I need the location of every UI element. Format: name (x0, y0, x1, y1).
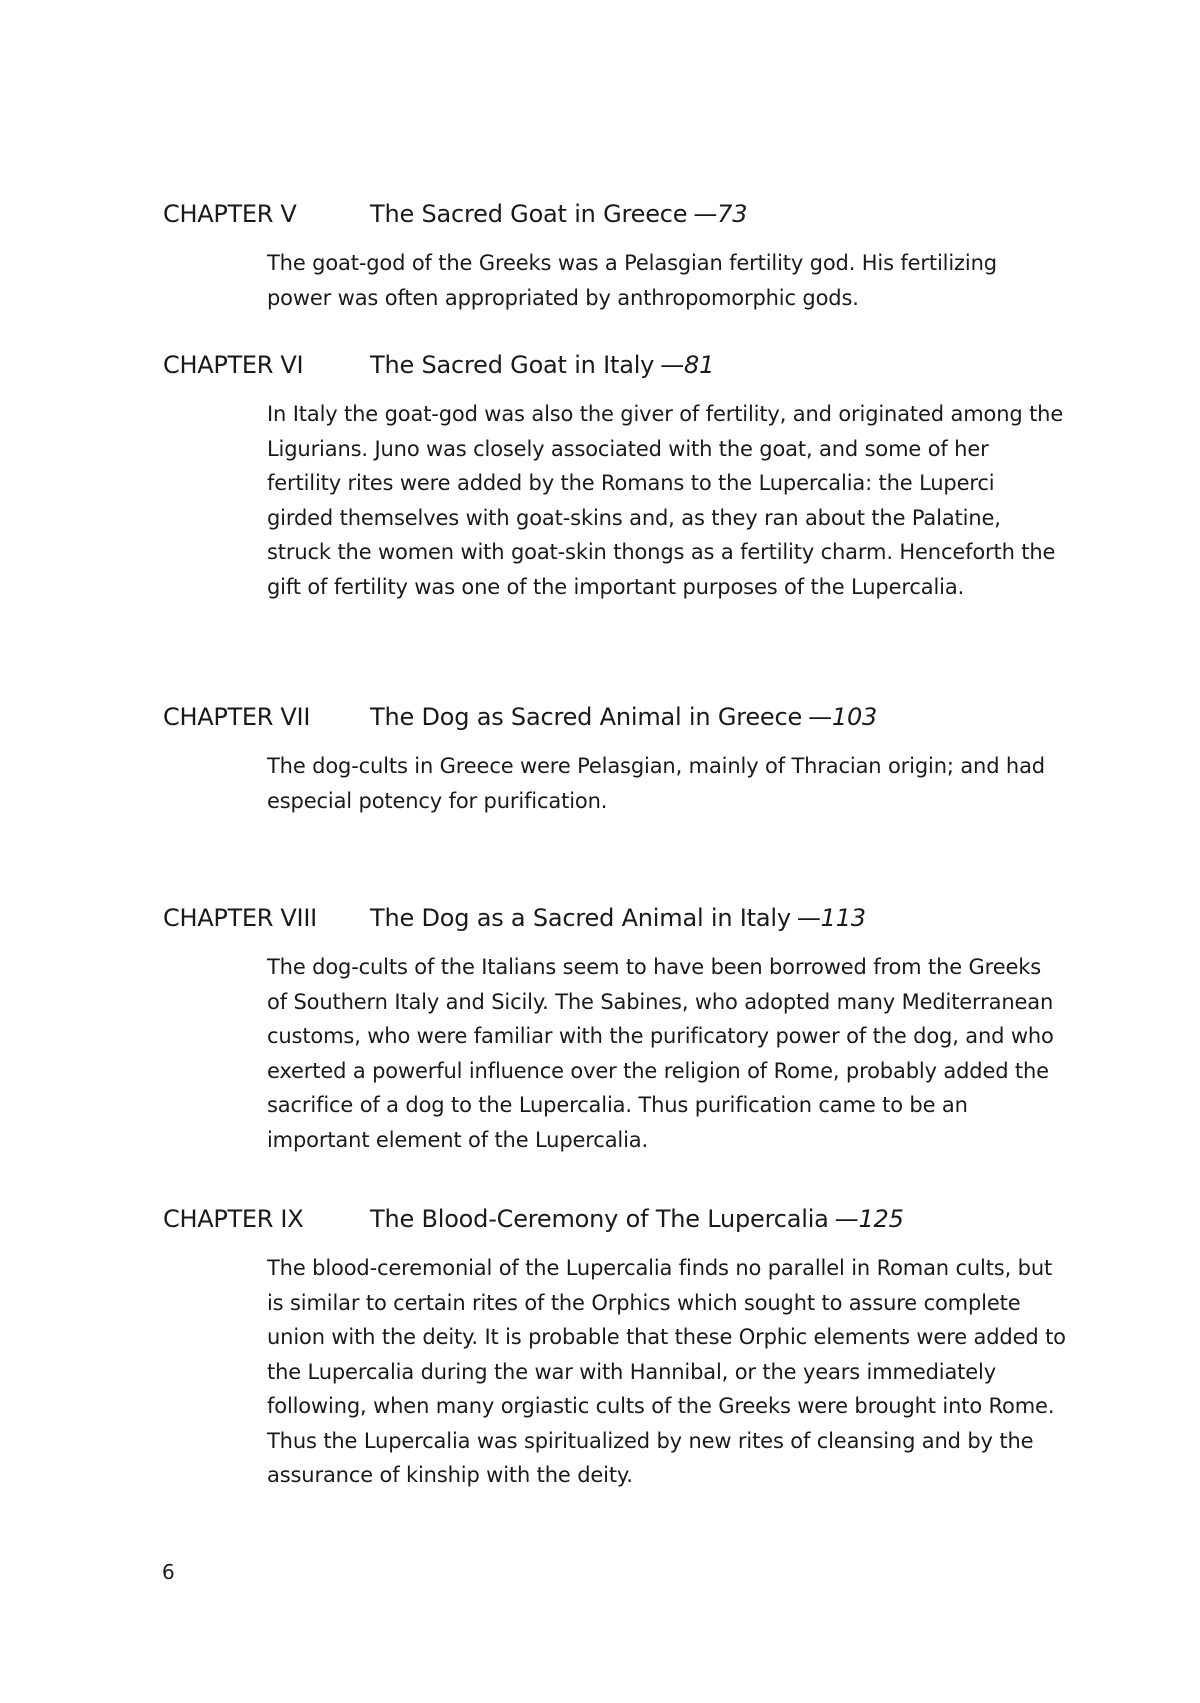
chapter-title: The Sacred Goat in Italy (370, 351, 655, 379)
chapter-number: CHAPTER V (163, 200, 297, 228)
chapter-page-ref: 81 (684, 351, 715, 379)
chapter-entry-ix (163, 1199, 1066, 1493)
chapter-entry-v (163, 194, 1063, 315)
chapter-number: CHAPTER VII (163, 703, 311, 731)
chapter-entry-vii (163, 697, 1063, 818)
chapter-title: The Blood-Ceremony of The Lupercalia (370, 1205, 829, 1233)
chapter-title: The Sacred Goat in Greece (370, 200, 688, 228)
chapter-summary: In Italy the goat-god was also the giver of fertility, and originated among the Ligurians. Juno was closely associated with the goat, and some of her fertility rites were added by the Romans to the Lupercalia: the Luperci girded themselves with goat-skins and, as they ran about the Palatine, struck the women with goat-skin thongs as a fertility charm. Henceforth the gift of fertility was one of the important purposes of the Lupercalia. (267, 402, 1064, 599)
chapter-entry-vi (163, 345, 1063, 604)
chapter-heading (163, 1199, 1063, 1239)
chapter-number: CHAPTER VIII (163, 904, 317, 932)
chapter-title-line (370, 697, 1063, 737)
title-dash: — (693, 200, 718, 228)
chapter-number: CHAPTER IX (163, 1205, 304, 1233)
chapter-title-line (370, 1199, 1063, 1239)
chapter-summary: The dog-cults in Greece were Pelasgian, mainly of Thracian origin; and had especial potency for purification. (267, 754, 1045, 813)
chapter-title-line (370, 345, 1063, 385)
title-dash: — (796, 904, 821, 932)
chapter-title: The Dog as Sacred Animal in Greece (370, 703, 803, 731)
chapter-title: The Dog as a Sacred Animal in Italy (370, 904, 791, 932)
chapter-summary: The blood-ceremonial of the Lupercalia finds no parallel in Roman cults, but is similar to certain rites of the Orphics which sought to assure complete union with the deity. It is probable that these Orphic elements were added to the Lupercalia during the war with Hannibal, or the years immediately following, when many orgiastic cults of the Greeks were brought into Rome. Thus the Lupercalia was spiritualized by new rites of cleansing and by the assurance of kinship with the deity. (267, 1256, 1066, 1487)
chapter-heading (163, 697, 1063, 737)
chapter-title-line (370, 194, 1063, 234)
chapter-page-ref: 73 (717, 200, 748, 228)
chapter-entry-viii (163, 898, 1063, 1157)
chapter-summary: The goat-god of the Greeks was a Pelasgian fertility god. His fertilizing power was often appropriated by anthropomorphic gods. (267, 251, 997, 310)
page-number: 6 (162, 1560, 175, 1584)
chapter-page-ref: 103 (831, 703, 878, 731)
chapter-summary: The dog-cults of the Italians seem to have been borrowed from the Greeks of Southern Italy and Sicily. The Sabines, who adopted many Mediterranean customs, who were familiar with the purificatory power of the dog, and who exerted a powerful influence over the religion of Rome, probably added the sacrifice of a dog to the Lupercalia. Thus purification came to be an important element of the Lupercalia. (267, 955, 1054, 1152)
chapter-title-line (370, 898, 1063, 938)
chapter-heading (163, 345, 1063, 385)
title-dash: — (808, 703, 832, 731)
chapter-page-ref: 113 (820, 904, 866, 932)
chapter-heading (163, 898, 1063, 938)
chapter-page-ref: 125 (858, 1205, 904, 1233)
title-dash: — (660, 351, 684, 379)
chapter-heading (163, 194, 1063, 234)
chapter-number: CHAPTER VI (163, 351, 304, 379)
title-dash: — (834, 1205, 859, 1233)
